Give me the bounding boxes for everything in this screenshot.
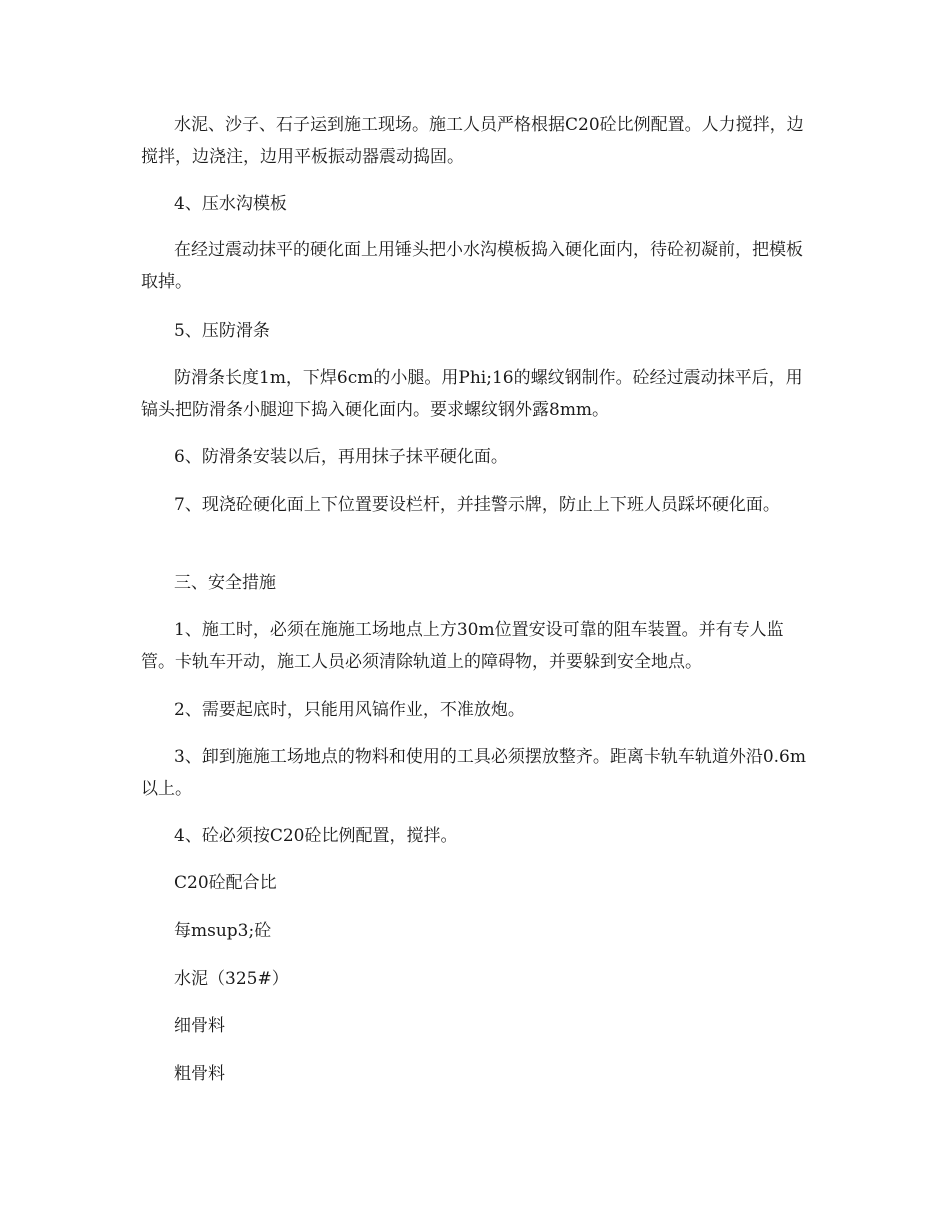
mix-per-cubic-meter: 每msup3;砼: [174, 921, 272, 941]
mix-ratio-title: C20砼配合比: [174, 873, 277, 893]
paragraph-anti-slip-strip: 防滑条长度1m，下焊6cm的小腿。用Phi;16的螺纹钢制作。砼经过震动抹平后，用镐头把防滑条小腿迎下捣入硬化面内。要求螺纹钢外露8mm。: [141, 368, 803, 420]
paragraph-materials: 水泥、沙子、石子运到施工现场。施工人员严格根据C20砼比例配置。人力搅拌，边搅拌，边浇注，边用平板振动器震动捣固。: [141, 115, 804, 167]
heading-safety-measures: 三、安全措施: [174, 573, 276, 593]
mix-fine-aggregate: 细骨料: [174, 1016, 225, 1036]
paragraph-safety-2: 2、需要起底时，只能用风镐作业，不准放炮。: [174, 700, 525, 720]
paragraph-safety-3: 3、卸到施施工场地点的物料和使用的工具必须摆放整齐。距离卡轨车轨道外沿0.6m以上。: [141, 747, 806, 799]
paragraph-drain-formwork: 在经过震动抹平的硬化面上用锤头把小水沟模板捣入硬化面内，待砼初凝前，把模板取掉。: [141, 240, 803, 292]
paragraph-railings: 7、现浇砼硬化面上下位置要设栏杆，并挂警示牌，防止上下班人员踩坏硬化面。: [174, 495, 780, 515]
mix-coarse-aggregate: 粗骨料: [174, 1064, 225, 1084]
heading-anti-slip-strip: 5、压防滑条: [174, 321, 270, 341]
heading-drain-formwork: 4、压水沟模板: [174, 194, 287, 214]
paragraph-safety-4: 4、砼必须按C20砼比例配置，搅拌。: [174, 826, 458, 846]
paragraph-safety-1: 1、施工时，必须在施施工场地点上方30m位置安设可靠的阻车装置。并有专人监管。卡轨车开动，施工人员必须清除轨道上的障碍物，并要躲到安全地点。: [141, 620, 784, 672]
mix-cement: 水泥（325#）: [174, 969, 289, 989]
paragraph-smoothing: 6、防滑条安装以后，再用抹子抹平硬化面。: [174, 447, 508, 467]
